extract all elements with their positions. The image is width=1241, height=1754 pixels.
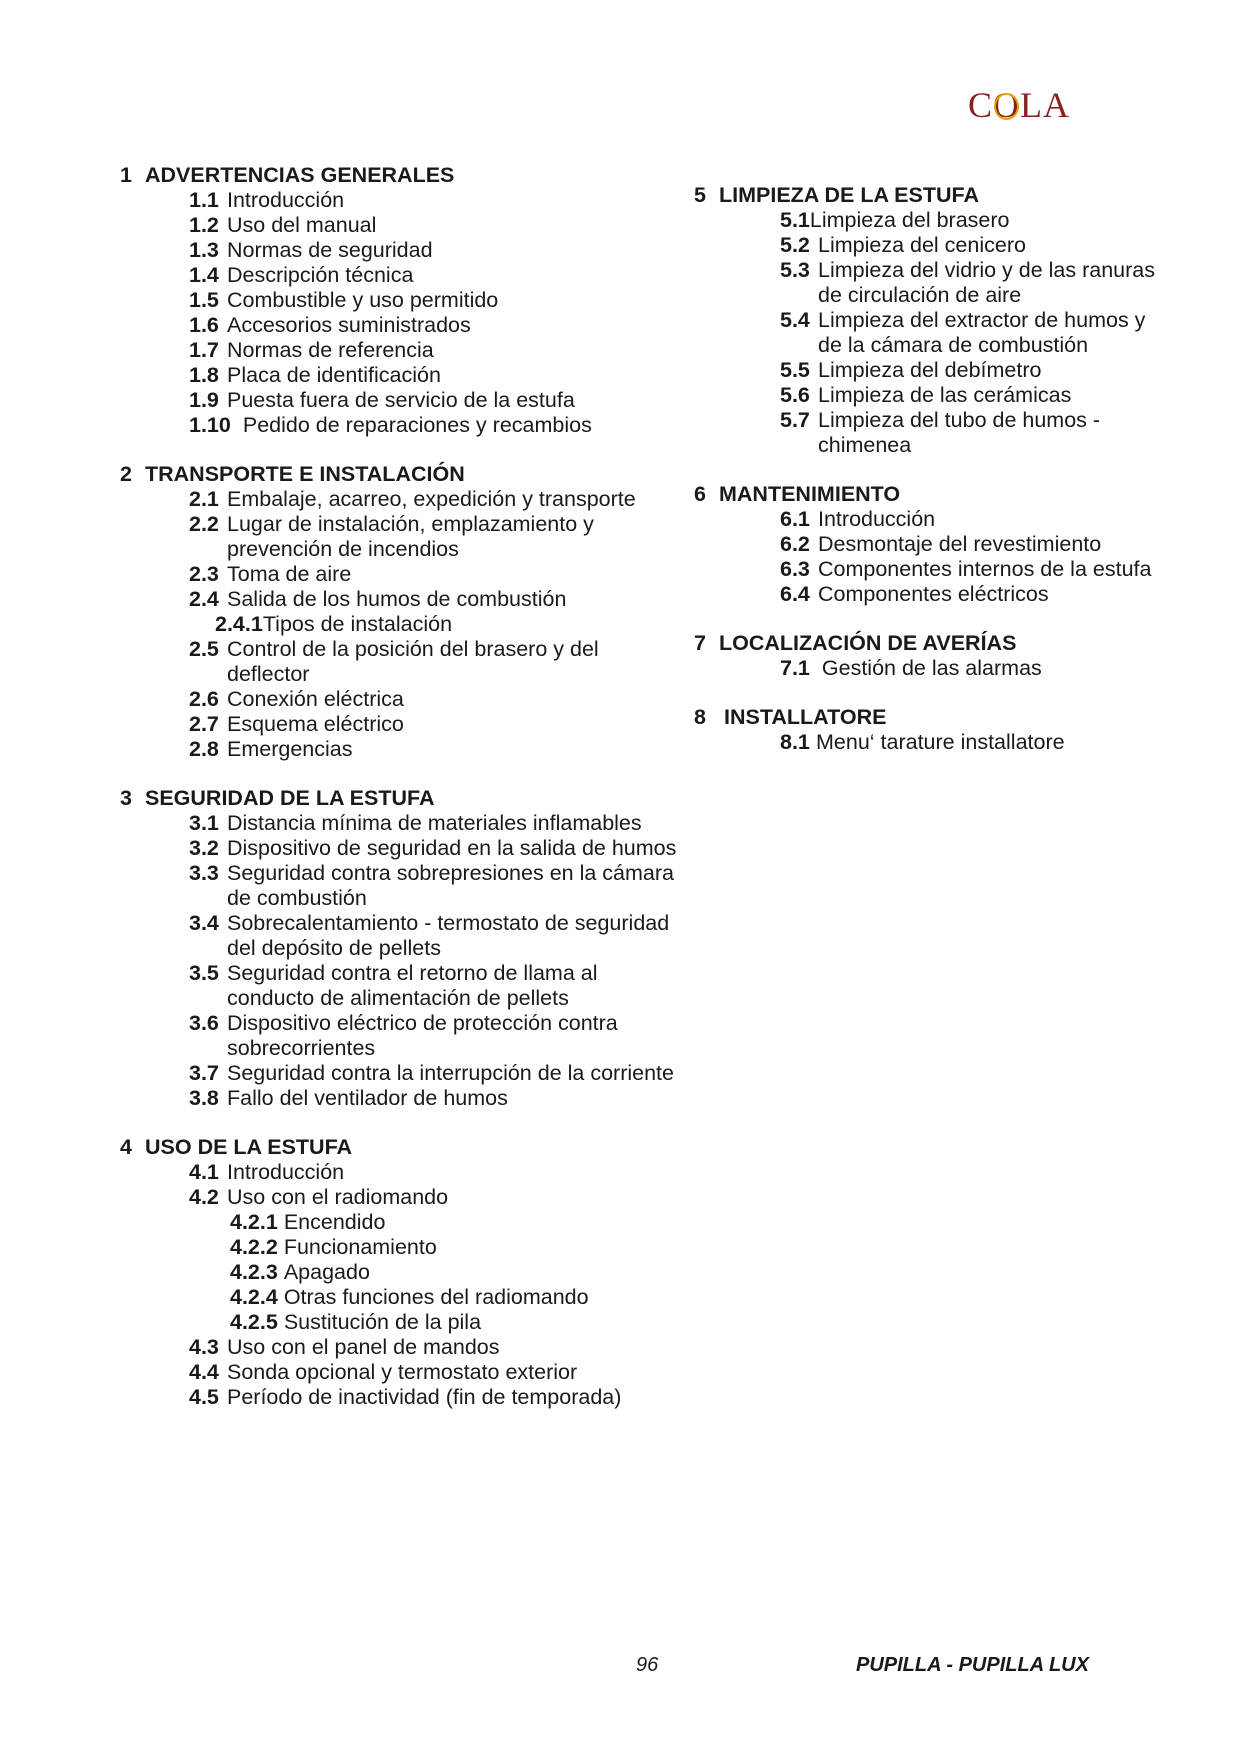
toc-entry[interactable] xyxy=(780,557,1164,582)
toc-entry[interactable] xyxy=(189,737,680,762)
entry-number: 1.5 xyxy=(189,288,219,312)
entry-text: Encendido xyxy=(283,1210,386,1234)
toc-entry[interactable] xyxy=(189,1160,680,1185)
toc-entry[interactable] xyxy=(189,1335,680,1360)
entry-text: Accesorios suministrados xyxy=(227,313,471,337)
entry-number: 1.1 xyxy=(189,188,219,212)
section-title: USO DE LA ESTUFA xyxy=(145,1135,353,1159)
entry-text: Componentes eléctricos xyxy=(818,582,1049,606)
toc-section-3 xyxy=(120,786,680,1111)
entry-number: 1.8 xyxy=(189,363,219,387)
toc-entry[interactable] xyxy=(780,408,1164,458)
entry-text: Placa de identificación xyxy=(227,363,441,387)
toc-entry[interactable] xyxy=(780,507,1164,532)
entry-number: 1.2 xyxy=(189,213,219,237)
logo-letter-la: LA xyxy=(1020,85,1071,125)
toc-section-4 xyxy=(120,1135,680,1410)
entry-number: 4.2.3 xyxy=(230,1260,278,1284)
entry-number: 3.8 xyxy=(189,1086,219,1110)
toc-entry[interactable] xyxy=(189,288,680,313)
entry-number: 3.2 xyxy=(189,836,219,860)
toc-entry[interactable] xyxy=(215,612,680,637)
entry-text: Pedido de reparaciones y recambios xyxy=(242,413,592,437)
toc-entry[interactable] xyxy=(189,712,680,737)
entry-text: Embalaje, acarreo, expedición y transporte xyxy=(227,487,636,511)
entry-number: 5.3 xyxy=(780,258,810,282)
entry-text: Lugar de instalación, emplazamiento y prevención de incendios xyxy=(227,512,594,561)
entry-text: Puesta fuera de servicio de la estufa xyxy=(227,388,575,412)
entry-text: Otras funciones del radiomando xyxy=(283,1285,589,1309)
section-title: INSTALLATORE xyxy=(724,705,887,729)
section-number: 2 xyxy=(120,462,132,486)
toc-entry[interactable] xyxy=(780,358,1164,383)
section-heading[interactable] xyxy=(120,1135,680,1160)
toc-section-1 xyxy=(120,163,680,438)
section-number: 8 xyxy=(694,705,706,729)
toc-entry[interactable] xyxy=(189,1011,680,1061)
entry-text: Dispositivo eléctrico de protección contra sobrecorrientes xyxy=(227,1011,618,1060)
entry-text: Normas de seguridad xyxy=(227,238,433,262)
entry-text: Emergencias xyxy=(227,737,353,761)
section-title: LIMPIEZA DE LA ESTUFA xyxy=(719,183,979,207)
entry-text: Menu‘ tarature installatore xyxy=(816,730,1065,754)
entry-text: Descripción técnica xyxy=(227,263,414,287)
entry-text: Uso del manual xyxy=(227,213,377,237)
toc-section-6 xyxy=(694,482,1164,607)
entry-text: Limpieza del debímetro xyxy=(818,358,1042,382)
entry-text: Uso con el panel de mandos xyxy=(227,1335,500,1359)
toc-entry[interactable] xyxy=(189,911,680,961)
section-heading[interactable] xyxy=(694,482,1164,507)
toc-entry[interactable] xyxy=(230,1310,680,1335)
entry-number: 5.5 xyxy=(780,358,810,382)
page-number: 96 xyxy=(636,1654,659,1676)
entry-number: 1.7 xyxy=(189,338,219,362)
toc-entry[interactable] xyxy=(189,338,680,363)
entry-number: 2.5 xyxy=(189,637,219,661)
section-heading[interactable] xyxy=(120,786,680,811)
entry-number: 7.1 xyxy=(780,656,810,680)
toc-entry[interactable] xyxy=(230,1210,680,1235)
section-heading[interactable] xyxy=(120,462,680,487)
entry-number: 3.4 xyxy=(189,911,219,935)
entry-number: 4.2.2 xyxy=(230,1235,278,1259)
entry-number: 6.4 xyxy=(780,582,810,606)
entry-text: Limpieza del extractor de humos y de la cámara de combustión xyxy=(818,308,1146,357)
entry-number: 2.8 xyxy=(189,737,219,761)
entry-number: 4.4 xyxy=(189,1360,219,1384)
section-number: 3 xyxy=(120,786,132,810)
document-title: PUPILLA - PUPILLA LUX xyxy=(856,1654,1089,1676)
toc-entry[interactable] xyxy=(230,1260,680,1285)
entry-number: 4.5 xyxy=(189,1385,219,1409)
entry-text: Funcionamiento xyxy=(283,1235,437,1259)
entry-text: Salida de los humos de combustión xyxy=(227,587,567,611)
entry-text: Uso con el radiomando xyxy=(227,1185,449,1209)
logo-letter-c: C xyxy=(968,85,994,125)
toc-entry[interactable] xyxy=(780,233,1164,258)
toc-entry[interactable] xyxy=(780,208,1164,233)
toc-entry[interactable] xyxy=(780,532,1164,557)
entry-text: Control de la posición del brasero y del deflector xyxy=(227,637,599,686)
section-title: LOCALIZACIÓN DE AVERÍAS xyxy=(719,631,1017,655)
toc-entry[interactable] xyxy=(780,730,1164,755)
section-number: 4 xyxy=(120,1135,132,1159)
toc-entry[interactable] xyxy=(230,1235,680,1260)
entry-text: Sobrecalentamiento - termostato de seguridad del depósito de pellets xyxy=(227,911,670,960)
entry-text: Desmontaje del revestimiento xyxy=(818,532,1102,556)
toc-left-column xyxy=(120,163,680,1434)
entry-text: Esquema eléctrico xyxy=(227,712,404,736)
toc-entry[interactable] xyxy=(189,188,680,213)
entry-text: Toma de aire xyxy=(227,562,352,586)
entry-text: Introducción xyxy=(227,188,345,212)
toc-right-column xyxy=(694,183,1164,779)
toc-section-5 xyxy=(694,183,1164,458)
entry-text: Limpieza del brasero xyxy=(809,208,1010,232)
entry-text: Tipos de instalación xyxy=(262,612,453,636)
entry-text: Apagado xyxy=(283,1260,370,1284)
entry-number: 2.3 xyxy=(189,562,219,586)
entry-number: 2.7 xyxy=(189,712,219,736)
entry-number: 4.2 xyxy=(189,1185,219,1209)
entry-number: 3.1 xyxy=(189,811,219,835)
entry-text: Limpieza del tubo de humos - chimenea xyxy=(818,408,1101,457)
entry-text: Introducción xyxy=(818,507,936,531)
section-title: SEGURIDAD DE LA ESTUFA xyxy=(145,786,435,810)
entry-number: 3.7 xyxy=(189,1061,219,1085)
section-number: 6 xyxy=(694,482,706,506)
entry-number: 5.4 xyxy=(780,308,810,332)
toc-section-7 xyxy=(694,631,1164,681)
entry-text: Fallo del ventilador de humos xyxy=(227,1086,508,1110)
entry-text: Sonda opcional y termostato exterior xyxy=(227,1360,578,1384)
entry-number: 2.4 xyxy=(189,587,219,611)
entry-text: Limpieza del cenicero xyxy=(818,233,1026,257)
entry-text: Sustitución de la pila xyxy=(283,1310,482,1334)
brand-logo xyxy=(968,84,1070,126)
section-number: 1 xyxy=(120,163,132,187)
entry-text: Seguridad contra sobrepresiones en la cámara de combustión xyxy=(227,861,674,910)
section-heading[interactable] xyxy=(120,163,680,188)
toc-entry[interactable] xyxy=(189,487,680,512)
entry-number: 1.3 xyxy=(189,238,219,262)
toc-entry[interactable] xyxy=(189,512,680,562)
entry-text: Introducción xyxy=(227,1160,345,1184)
entry-number: 3.5 xyxy=(189,961,219,985)
entry-number: 4.3 xyxy=(189,1335,219,1359)
entry-number: 1.10 xyxy=(189,413,231,437)
entry-text: Limpieza de las cerámicas xyxy=(818,383,1072,407)
entry-number: 2.2 xyxy=(189,512,219,536)
logo-letter-o: O xyxy=(993,85,1021,125)
toc-entry[interactable] xyxy=(189,1385,680,1410)
toc-entry[interactable] xyxy=(189,363,680,388)
toc-entry[interactable] xyxy=(780,582,1164,607)
entry-text: Conexión eléctrica xyxy=(227,687,404,711)
entry-number: 5.1 xyxy=(780,208,810,232)
entry-number: 1.6 xyxy=(189,313,219,337)
entry-number: 2.4.1 xyxy=(215,612,263,636)
section-title: MANTENIMIENTO xyxy=(719,482,901,506)
toc-entry[interactable] xyxy=(230,1285,680,1310)
toc-section-8 xyxy=(694,705,1164,755)
entry-number: 2.1 xyxy=(189,487,219,511)
entry-number: 3.3 xyxy=(189,861,219,885)
entry-number: 6.3 xyxy=(780,557,810,581)
entry-number: 5.6 xyxy=(780,383,810,407)
toc-entry[interactable] xyxy=(189,313,680,338)
section-heading[interactable] xyxy=(694,705,1164,730)
entry-text: Período de inactividad (fin de temporada) xyxy=(227,1385,622,1409)
toc-entry[interactable] xyxy=(189,562,680,587)
entry-number: 4.2.4 xyxy=(230,1285,278,1309)
entry-number: 1.4 xyxy=(189,263,219,287)
toc-entry[interactable] xyxy=(189,961,680,1011)
entry-text: Seguridad contra el retorno de llama al conducto de alimentación de pellets xyxy=(227,961,598,1010)
toc-entry[interactable] xyxy=(189,861,680,911)
entry-number: 2.6 xyxy=(189,687,219,711)
section-title: TRANSPORTE E INSTALACIÓN xyxy=(145,462,465,486)
entry-number: 8.1 xyxy=(780,730,810,754)
toc-entry[interactable] xyxy=(189,811,680,836)
entry-text: Limpieza del vidrio y de las ranuras de circulación de aire xyxy=(818,258,1155,307)
toc-entry[interactable] xyxy=(189,836,680,861)
toc-entry[interactable] xyxy=(189,1185,680,1210)
toc-entry[interactable] xyxy=(189,213,680,238)
entry-text: Distancia mínima de materiales inflamables xyxy=(227,811,642,835)
entry-number: 4.2.5 xyxy=(230,1310,278,1334)
section-title: ADVERTENCIAS GENERALES xyxy=(145,163,455,187)
section-heading[interactable] xyxy=(694,183,1164,208)
section-number: 7 xyxy=(694,631,706,655)
toc-section-2 xyxy=(120,462,680,762)
toc-entry[interactable] xyxy=(780,656,1164,681)
toc-entry[interactable] xyxy=(189,687,680,712)
entry-text: Dispositivo de seguridad en la salida de humos xyxy=(227,836,677,860)
toc-entry[interactable] xyxy=(780,383,1164,408)
toc-entry[interactable] xyxy=(189,263,680,288)
toc-entry[interactable] xyxy=(189,238,680,263)
toc-entry[interactable] xyxy=(189,587,680,612)
entry-text: Normas de referencia xyxy=(227,338,434,362)
entry-text: Gestión de las alarmas xyxy=(821,656,1042,680)
toc-entry[interactable] xyxy=(189,388,680,413)
entry-number: 6.1 xyxy=(780,507,810,531)
toc-entry[interactable] xyxy=(189,413,680,438)
entry-number: 5.2 xyxy=(780,233,810,257)
toc-entry[interactable] xyxy=(189,1360,680,1385)
entry-text: Componentes internos de la estufa xyxy=(818,557,1152,581)
entry-number: 6.2 xyxy=(780,532,810,556)
toc-entry[interactable] xyxy=(780,258,1164,308)
toc-entry[interactable] xyxy=(189,1086,680,1111)
entry-number: 3.6 xyxy=(189,1011,219,1035)
section-heading[interactable] xyxy=(694,631,1164,656)
entry-number: 5.7 xyxy=(780,408,810,432)
entry-text: Seguridad contra la interrupción de la corriente xyxy=(227,1061,674,1085)
toc-entry[interactable] xyxy=(189,1061,680,1086)
entry-text: Combustible y uso permitido xyxy=(227,288,499,312)
toc-entry[interactable] xyxy=(780,308,1164,358)
section-number: 5 xyxy=(694,183,706,207)
entry-number: 4.1 xyxy=(189,1160,219,1184)
entry-number: 4.2.1 xyxy=(230,1210,278,1234)
toc-entry[interactable] xyxy=(189,637,680,687)
entry-number: 1.9 xyxy=(189,388,219,412)
